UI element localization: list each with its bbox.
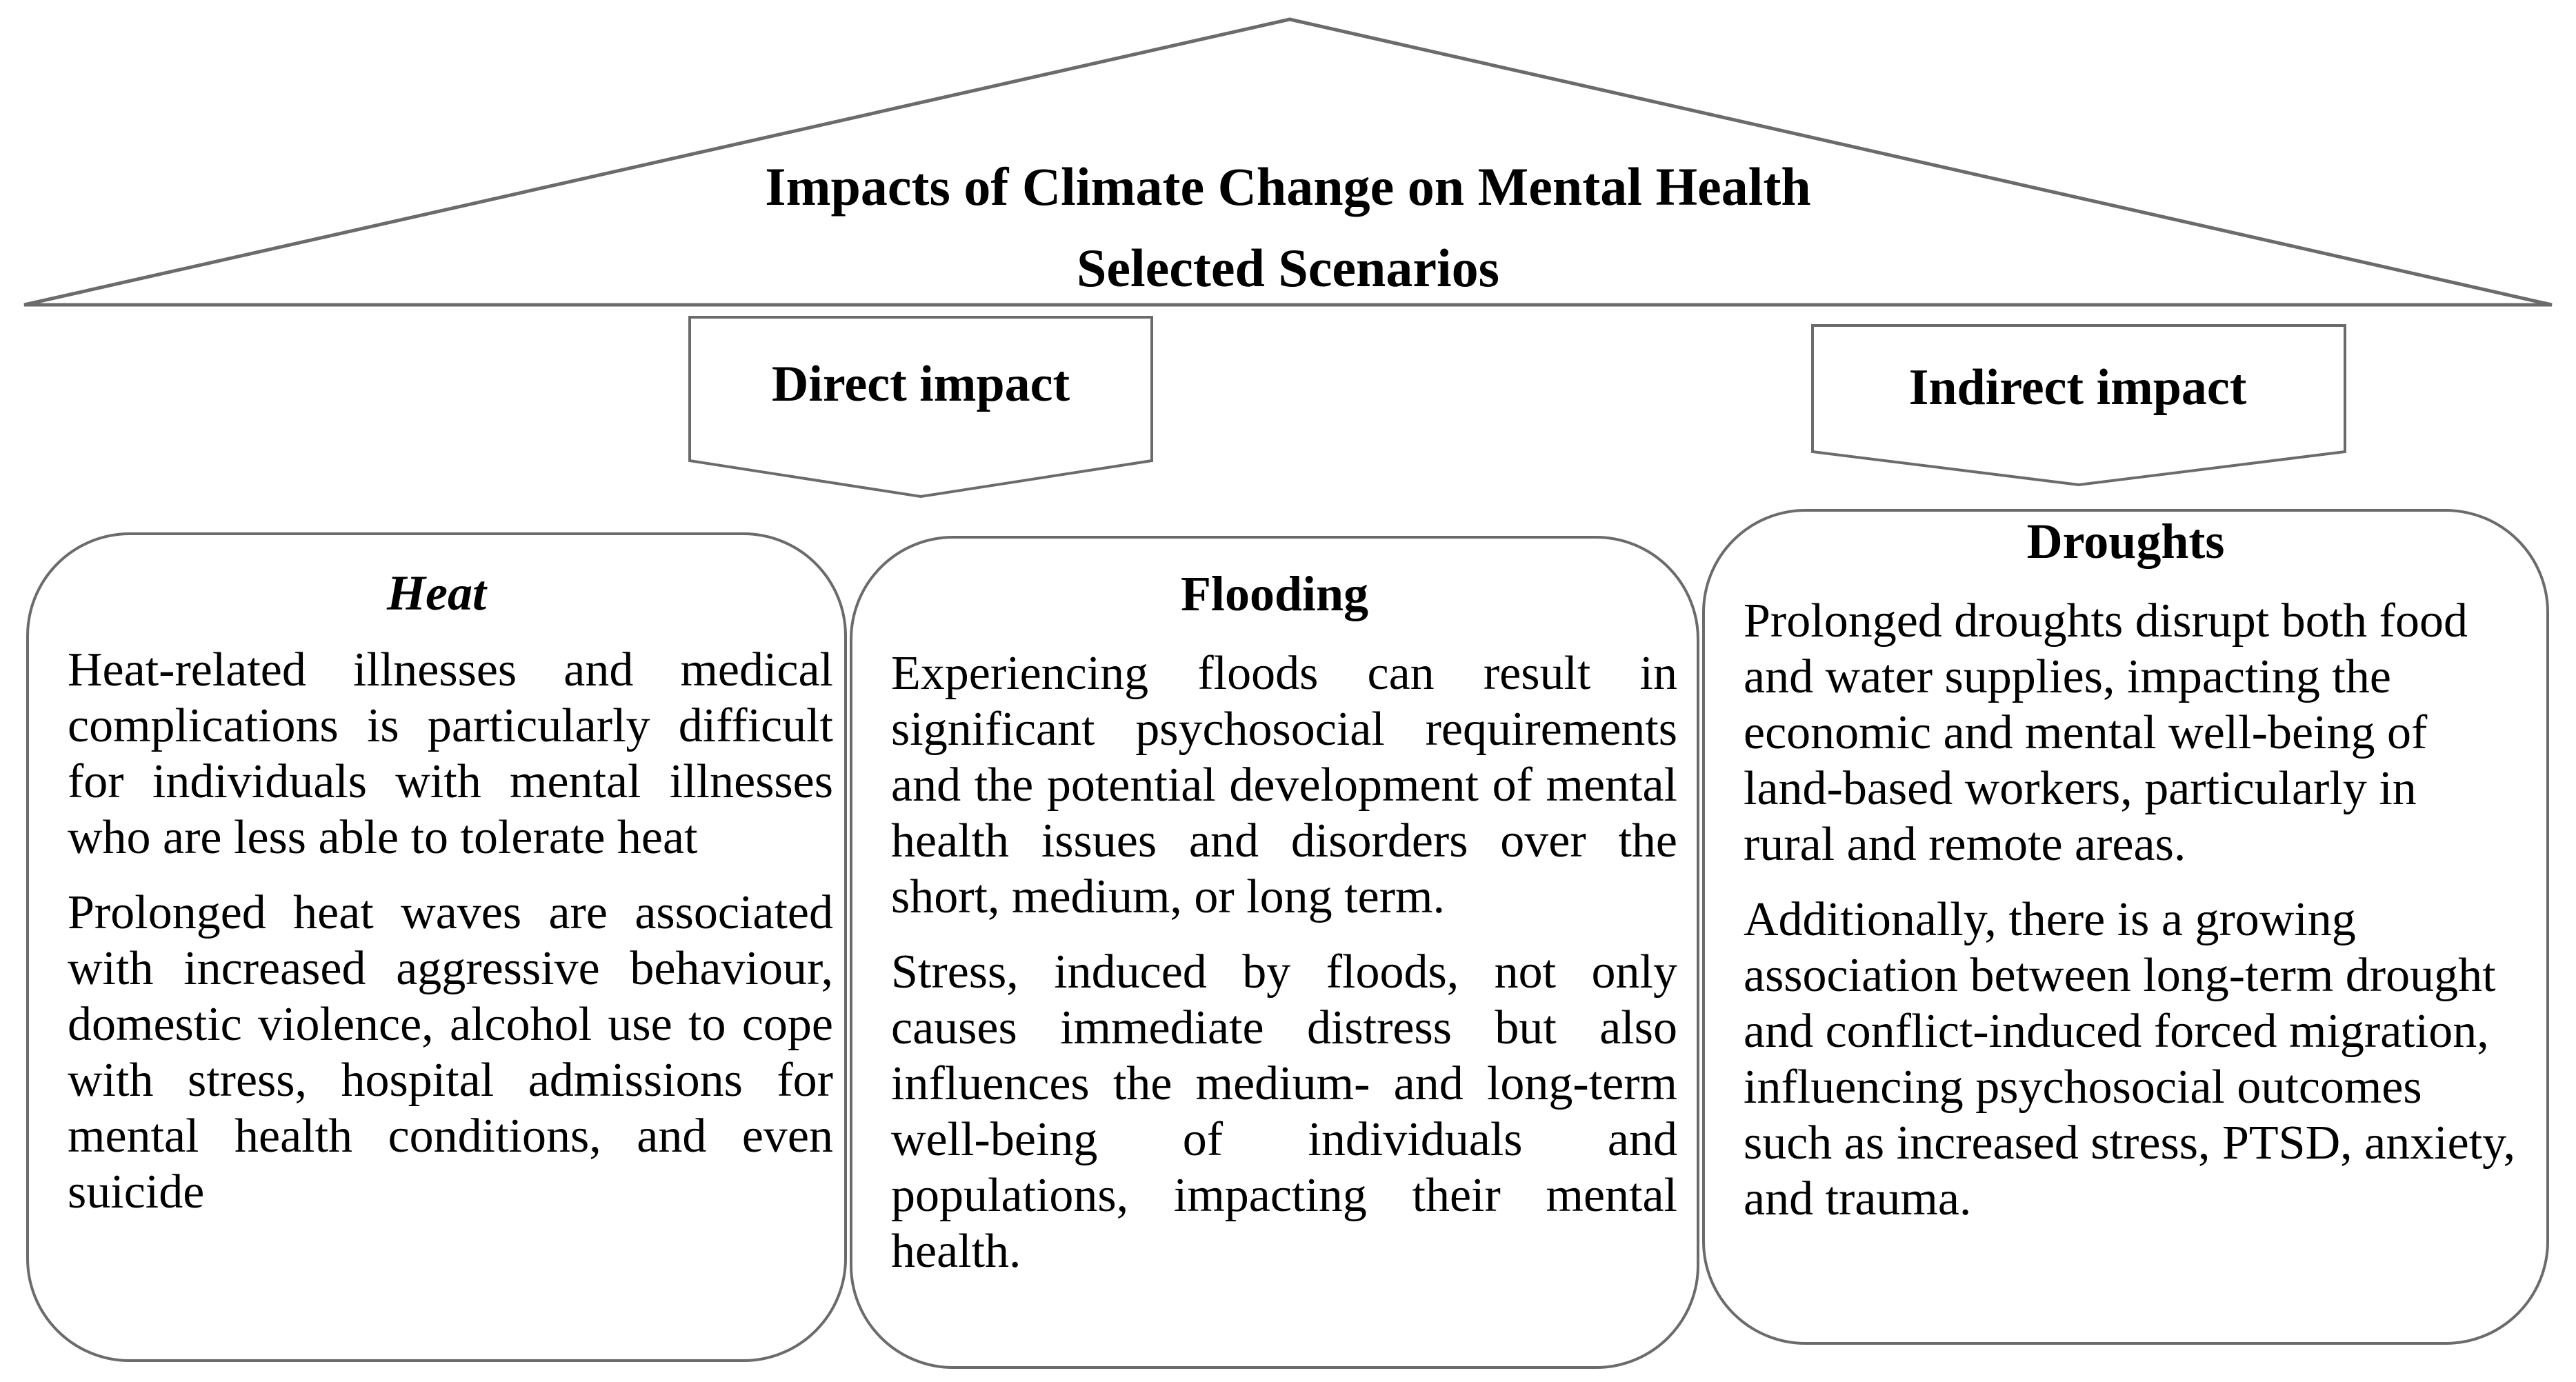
indirect-impact-label: Indirect impact: [1908, 359, 2247, 416]
droughts-card-body: [1744, 593, 2516, 1246]
direct-impact-label: Direct impact: [771, 356, 1070, 412]
droughts-card-title: Droughts: [2026, 514, 2225, 569]
droughts-paragraph-1: Prolonged droughts disrupt both food and water supplies, impacting the economic and mental well-being of land-based workers, particularly in rural and remote areas.: [1744, 594, 2468, 871]
flooding-paragraph-2: Stress, induced by floods, not only causes immediate distress but also influences the medium- and long-term well-being of individuals and populations, impacting their mental health.: [891, 945, 1677, 1278]
flooding-card: [850, 536, 1699, 1369]
diagram-title: Impacts of Climate Change on Mental Health: [765, 157, 1811, 217]
flooding-card-title: Flooding: [1180, 566, 1369, 621]
flooding-card-body: [891, 645, 1677, 1299]
droughts-card: [1702, 509, 2549, 1345]
diagram-subtitle: Selected Scenarios: [1076, 238, 1500, 298]
heat-card: [26, 532, 847, 1362]
heat-paragraph-1: Heat-related illnesses and medical complications is particularly difficult for individuals with mental illnesses who are less able to tolerate heat: [68, 643, 833, 864]
droughts-paragraph-2: Additionally, there is a growing association between long-term drought and conflict-induced forced migration, influencing psychosocial outcomes such as increased stress, PTSD, anxiety, and trauma.: [1744, 893, 2516, 1225]
heat-card-body: [68, 642, 833, 1239]
heat-card-title: Heat: [387, 565, 486, 621]
heat-paragraph-2: Prolonged heat waves are associated with increased aggressive behaviour, domestic violence, alcohol use to cope with stress, hospital admissions for mental health conditions, and even suicide: [68, 886, 833, 1219]
flooding-paragraph-1: Experiencing floods can result in significant psychosocial requirements and the potential development of mental health issues and disorders over the short, medium, or long term.: [891, 647, 1677, 923]
